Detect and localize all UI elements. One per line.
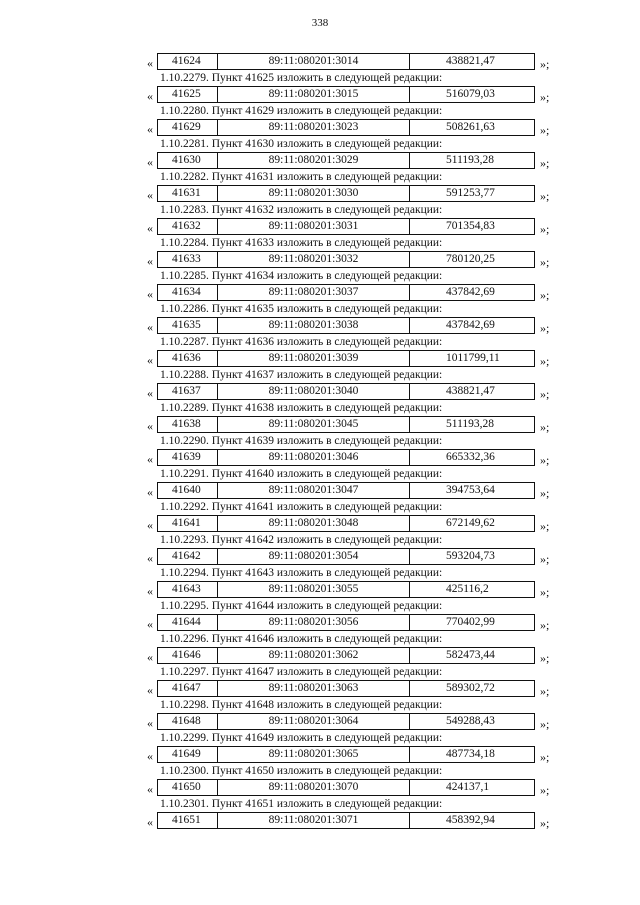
opening-quote: «	[147, 716, 153, 730]
opening-quote: «	[147, 485, 153, 499]
table-row-cells	[157, 515, 535, 532]
value-cell: 511193,28	[446, 154, 495, 166]
table-row-cells	[157, 482, 535, 499]
table-row	[0, 251, 640, 268]
table-row	[0, 647, 640, 664]
value-cell: 437842,69	[446, 286, 495, 298]
cadastral-number-cell: 89:11:080201:3032	[218, 252, 410, 267]
amendment-heading	[0, 499, 640, 515]
value-cell: 701354,83	[446, 220, 495, 232]
cadastral-number-cell: 89:11:080201:3056	[218, 615, 410, 630]
cadastral-number-cell: 89:11:080201:3070	[218, 780, 410, 795]
closing-quote: »;	[540, 816, 550, 830]
amendment-heading-text: 1.10.2280. Пункт 41629 изложить в следующей редакции:	[160, 105, 443, 117]
table-row-cells	[157, 713, 535, 730]
opening-quote: «	[147, 188, 153, 202]
table-row	[0, 713, 640, 730]
item-number-cell: 41636	[158, 351, 218, 366]
closing-quote: »;	[540, 420, 550, 434]
item-number-cell: 41624	[158, 54, 218, 69]
table-row-cells	[157, 779, 535, 796]
closing-quote: »;	[540, 387, 550, 401]
closing-quote: »;	[540, 123, 550, 137]
amendment-heading-text: 1.10.2295. Пункт 41644 изложить в следующей редакции:	[160, 600, 443, 612]
table-row-cells	[157, 251, 535, 268]
amendment-heading-text: 1.10.2292. Пункт 41641 изложить в следующей редакции:	[160, 501, 443, 513]
value-cell: 516079,03	[446, 88, 495, 100]
opening-quote: «	[147, 353, 153, 367]
cadastral-number-cell: 89:11:080201:3047	[218, 483, 410, 498]
table-row	[0, 779, 640, 796]
amendment-heading	[0, 103, 640, 119]
table-row-cells	[157, 185, 535, 202]
opening-quote: «	[147, 155, 153, 169]
cadastral-number-cell: 89:11:080201:3039	[218, 351, 410, 366]
closing-quote: »;	[540, 684, 550, 698]
table-row	[0, 119, 640, 136]
item-number-cell: 41631	[158, 186, 218, 201]
opening-quote: «	[147, 386, 153, 400]
table-row	[0, 812, 640, 829]
value-cell: 511193,28	[446, 418, 495, 430]
opening-quote: «	[147, 56, 153, 70]
table-row	[0, 548, 640, 565]
amendment-heading-text: 1.10.2290. Пункт 41639 изложить в следующей редакции:	[160, 435, 443, 447]
amendment-heading	[0, 400, 640, 416]
value-cell: 508261,63	[446, 121, 495, 133]
amendment-heading-text: 1.10.2289. Пункт 41638 изложить в следующей редакции:	[160, 402, 443, 414]
item-number-cell: 41632	[158, 219, 218, 234]
table-row	[0, 152, 640, 169]
amendment-heading-text: 1.10.2279. Пункт 41625 изложить в следующей редакции:	[160, 72, 443, 84]
value-cell: 424137,1	[446, 781, 490, 793]
table-row	[0, 284, 640, 301]
amendment-heading-text: 1.10.2283. Пункт 41632 изложить в следующей редакции:	[160, 204, 443, 216]
value-cell: 438821,47	[446, 385, 495, 397]
table-row	[0, 746, 640, 763]
opening-quote: «	[147, 320, 153, 334]
closing-quote: »;	[540, 189, 550, 203]
table-row	[0, 317, 640, 334]
amendment-heading-text: 1.10.2293. Пункт 41642 изложить в следующей редакции:	[160, 534, 443, 546]
opening-quote: «	[147, 815, 153, 829]
amendment-heading-text: 1.10.2298. Пункт 41648 изложить в следующей редакции:	[160, 699, 443, 711]
closing-quote: »;	[540, 90, 550, 104]
table-row-cells	[157, 53, 535, 70]
table-row-cells	[157, 614, 535, 631]
amendment-heading-text: 1.10.2282. Пункт 41631 изложить в следующей редакции:	[160, 171, 443, 183]
value-cell: 487734,18	[446, 748, 495, 760]
cadastral-number-cell: 89:11:080201:3014	[218, 54, 410, 69]
opening-quote: «	[147, 221, 153, 235]
closing-quote: »;	[540, 750, 550, 764]
table-row-cells	[157, 746, 535, 763]
opening-quote: «	[147, 749, 153, 763]
opening-quote: «	[147, 584, 153, 598]
value-cell: 549288,43	[446, 715, 495, 727]
item-number-cell: 41634	[158, 285, 218, 300]
cadastral-number-cell: 89:11:080201:3062	[218, 648, 410, 663]
table-row	[0, 218, 640, 235]
item-number-cell: 41637	[158, 384, 218, 399]
amendment-heading	[0, 565, 640, 581]
value-cell: 1011799,11	[446, 352, 500, 364]
cadastral-number-cell: 89:11:080201:3038	[218, 318, 410, 333]
amendment-heading	[0, 433, 640, 449]
closing-quote: »;	[540, 156, 550, 170]
table-row-cells	[157, 119, 535, 136]
closing-quote: »;	[540, 222, 550, 236]
amendment-heading	[0, 532, 640, 548]
cadastral-number-cell: 89:11:080201:3045	[218, 417, 410, 432]
item-number-cell: 41635	[158, 318, 218, 333]
opening-quote: «	[147, 287, 153, 301]
table-row-cells	[157, 647, 535, 664]
page-number: 338	[311, 17, 329, 29]
amendment-heading-text: 1.10.2300. Пункт 41650 изложить в следующей редакции:	[160, 765, 443, 777]
table-row	[0, 185, 640, 202]
table-row-cells	[157, 416, 535, 433]
amendment-heading	[0, 466, 640, 482]
closing-quote: »;	[540, 57, 550, 71]
table-row	[0, 416, 640, 433]
amendment-heading	[0, 301, 640, 317]
cadastral-number-cell: 89:11:080201:3063	[218, 681, 410, 696]
table-row-cells	[157, 581, 535, 598]
cadastral-number-cell: 89:11:080201:3055	[218, 582, 410, 597]
closing-quote: »;	[540, 717, 550, 731]
cadastral-number-cell: 89:11:080201:3046	[218, 450, 410, 465]
table-row	[0, 449, 640, 466]
table-row-cells	[157, 86, 535, 103]
opening-quote: «	[147, 551, 153, 565]
value-cell: 770402,99	[446, 616, 495, 628]
opening-quote: «	[147, 617, 153, 631]
closing-quote: »;	[540, 255, 550, 269]
amendment-heading-text: 1.10.2297. Пункт 41647 изложить в следующей редакции:	[160, 666, 443, 678]
amendment-heading	[0, 136, 640, 152]
amendment-heading	[0, 664, 640, 680]
item-number-cell: 41630	[158, 153, 218, 168]
table-row	[0, 515, 640, 532]
closing-quote: »;	[540, 585, 550, 599]
closing-quote: »;	[540, 354, 550, 368]
cadastral-number-cell: 89:11:080201:3054	[218, 549, 410, 564]
table-row-cells	[157, 680, 535, 697]
amendment-heading-text: 1.10.2301. Пункт 41651 изложить в следующей редакции:	[160, 798, 443, 810]
item-number-cell: 41641	[158, 516, 218, 531]
closing-quote: »;	[540, 486, 550, 500]
table-row-cells	[157, 812, 535, 829]
value-cell: 780120,25	[446, 253, 495, 265]
amendment-heading-text: 1.10.2296. Пункт 41646 изложить в следующей редакции:	[160, 633, 443, 645]
opening-quote: «	[147, 782, 153, 796]
opening-quote: «	[147, 419, 153, 433]
table-row-cells	[157, 449, 535, 466]
cadastral-number-cell: 89:11:080201:3065	[218, 747, 410, 762]
value-cell: 591253,77	[446, 187, 495, 199]
value-cell: 438821,47	[446, 55, 495, 67]
closing-quote: »;	[540, 783, 550, 797]
item-number-cell: 41640	[158, 483, 218, 498]
item-number-cell: 41643	[158, 582, 218, 597]
cadastral-number-cell: 89:11:080201:3048	[218, 516, 410, 531]
value-cell: 589302,72	[446, 682, 495, 694]
amendment-heading-text: 1.10.2286. Пункт 41635 изложить в следующей редакции:	[160, 303, 443, 315]
item-number-cell: 41638	[158, 417, 218, 432]
table-row	[0, 581, 640, 598]
table-row	[0, 680, 640, 697]
cadastral-number-cell: 89:11:080201:3040	[218, 384, 410, 399]
table-row	[0, 383, 640, 400]
closing-quote: »;	[540, 519, 550, 533]
opening-quote: «	[147, 452, 153, 466]
item-number-cell: 41651	[158, 813, 218, 828]
amendment-heading	[0, 334, 640, 350]
table-row	[0, 86, 640, 103]
item-number-cell: 41648	[158, 714, 218, 729]
amendment-heading	[0, 202, 640, 218]
cadastral-number-cell: 89:11:080201:3030	[218, 186, 410, 201]
table-row	[0, 614, 640, 631]
amendment-heading	[0, 763, 640, 779]
amendment-heading	[0, 268, 640, 284]
table-row	[0, 53, 640, 70]
value-cell: 593204,73	[446, 550, 495, 562]
amendment-heading	[0, 796, 640, 812]
item-number-cell: 41625	[158, 87, 218, 102]
cadastral-number-cell: 89:11:080201:3029	[218, 153, 410, 168]
amendment-heading	[0, 697, 640, 713]
opening-quote: «	[147, 254, 153, 268]
value-cell: 437842,69	[446, 319, 495, 331]
amendment-heading-text: 1.10.2288. Пункт 41637 изложить в следующей редакции:	[160, 369, 443, 381]
item-number-cell: 41646	[158, 648, 218, 663]
value-cell: 458392,94	[446, 814, 495, 826]
item-number-cell: 41629	[158, 120, 218, 135]
item-number-cell: 41650	[158, 780, 218, 795]
cadastral-number-cell: 89:11:080201:3031	[218, 219, 410, 234]
table-row-cells	[157, 350, 535, 367]
table-row-cells	[157, 218, 535, 235]
amendment-heading	[0, 235, 640, 251]
table-row	[0, 350, 640, 367]
amendment-heading	[0, 169, 640, 185]
table-row-cells	[157, 317, 535, 334]
table-row	[0, 482, 640, 499]
closing-quote: »;	[540, 453, 550, 467]
opening-quote: «	[147, 89, 153, 103]
opening-quote: «	[147, 122, 153, 136]
amendment-heading-text: 1.10.2299. Пункт 41649 изложить в следующей редакции:	[160, 732, 443, 744]
amendment-heading-text: 1.10.2281. Пункт 41630 изложить в следующей редакции:	[160, 138, 443, 150]
cadastral-number-cell: 89:11:080201:3071	[218, 813, 410, 828]
item-number-cell: 41644	[158, 615, 218, 630]
closing-quote: »;	[540, 288, 550, 302]
amendment-heading	[0, 730, 640, 746]
closing-quote: »;	[540, 552, 550, 566]
opening-quote: «	[147, 683, 153, 697]
opening-quote: «	[147, 650, 153, 664]
amendment-heading	[0, 598, 640, 614]
amendment-heading-text: 1.10.2285. Пункт 41634 изложить в следующей редакции:	[160, 270, 443, 282]
cadastral-number-cell: 89:11:080201:3023	[218, 120, 410, 135]
cadastral-number-cell: 89:11:080201:3015	[218, 87, 410, 102]
amendment-heading	[0, 70, 640, 86]
opening-quote: «	[147, 518, 153, 532]
cadastral-number-cell: 89:11:080201:3037	[218, 285, 410, 300]
value-cell: 672149,62	[446, 517, 495, 529]
closing-quote: »;	[540, 618, 550, 632]
amendment-heading-text: 1.10.2284. Пункт 41633 изложить в следующей редакции:	[160, 237, 443, 249]
amendment-heading	[0, 631, 640, 647]
table-row-cells	[157, 548, 535, 565]
value-cell: 394753,64	[446, 484, 495, 496]
cadastral-number-cell: 89:11:080201:3064	[218, 714, 410, 729]
value-cell: 582473,44	[446, 649, 495, 661]
closing-quote: »;	[540, 651, 550, 665]
item-number-cell: 41639	[158, 450, 218, 465]
closing-quote: »;	[540, 321, 550, 335]
value-cell: 665332,36	[446, 451, 495, 463]
amendment-heading-text: 1.10.2294. Пункт 41643 изложить в следующей редакции:	[160, 567, 443, 579]
item-number-cell: 41649	[158, 747, 218, 762]
table-row-cells	[157, 383, 535, 400]
amendment-heading	[0, 367, 640, 383]
amendment-heading-text: 1.10.2287. Пункт 41636 изложить в следующей редакции:	[160, 336, 443, 348]
item-number-cell: 41647	[158, 681, 218, 696]
document-body	[0, 53, 640, 829]
table-row-cells	[157, 284, 535, 301]
amendment-heading-text: 1.10.2291. Пункт 41640 изложить в следующей редакции:	[160, 468, 443, 480]
value-cell: 425116,2	[446, 583, 489, 595]
table-row-cells	[157, 152, 535, 169]
item-number-cell: 41642	[158, 549, 218, 564]
item-number-cell: 41633	[158, 252, 218, 267]
